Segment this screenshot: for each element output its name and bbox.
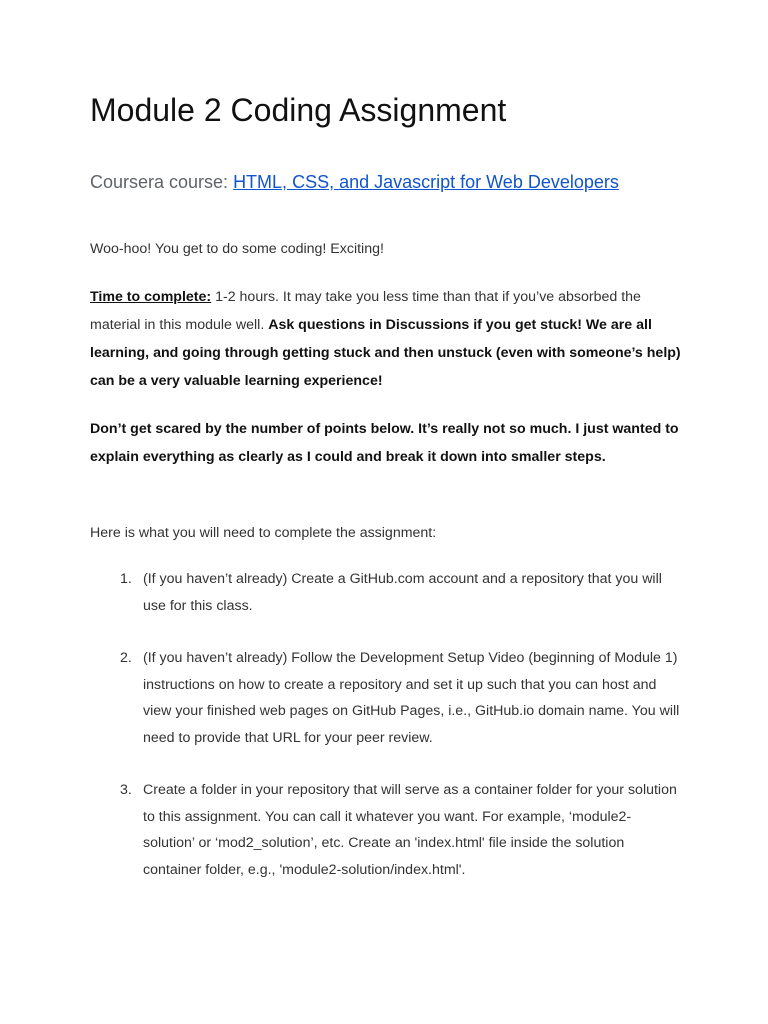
list-item-text: (If you haven’t already) Create a GitHub.com account and a repository that you will use for this class. — [143, 571, 662, 614]
page-title: Module 2 Coding Assignment — [90, 92, 507, 128]
list-item-number: 3. — [120, 782, 132, 798]
time-paragraph — [90, 283, 682, 395]
time-text: 1-2 hours. It may take you less time than that if you’ve absorbed the material in this module well. — [90, 289, 641, 333]
list-item-text: (If you haven’t already) Follow the Development Setup Video (beginning of Module 1) instructions on how to create a repository and set it up such that you can host and view your finished web pages on GitHub Pages, i.e., GitHub.io domain name. You will need to provide that URL for your peer review. — [143, 650, 680, 746]
list-item-text: Create a folder in your repository that will serve as a container folder for your solution to this assignment. You can call it whatever you want. For example, ‘module2-solution’ or ‘mod2_solution’, etc. Create an 'index.html' file inside the solution container folder, e.g., 'module2-solution/index.html'. — [143, 782, 677, 878]
subtitle-prefix: Coursera course: — [90, 172, 234, 192]
list-item — [90, 566, 682, 619]
list-item-number: 1. — [120, 571, 132, 587]
scared-paragraph: Don’t get scared by the number of points below. It’s really not so much. I just wanted to explain everything as clearly as I could and break it down into smaller steps. — [90, 421, 679, 465]
intro-paragraph: Woo-hoo! You get to do some coding! Exciting! — [90, 241, 384, 257]
requirements-intro: Here is what you will need to complete the assignment: — [90, 525, 437, 541]
list-item — [90, 645, 682, 751]
course-subtitle — [90, 172, 619, 193]
course-link[interactable]: HTML, CSS, and Javascript for Web Developers — [233, 172, 619, 192]
time-label: Time to complete: — [90, 289, 212, 305]
list-item — [90, 777, 682, 883]
steps-list — [90, 566, 682, 909]
time-bold-text: Ask questions in Discussions if you get stuck! We are all learning, and going through getting stuck and then unstuck (even with someone’s help) can be a very valuable learning experience! — [90, 317, 681, 389]
list-item-number: 2. — [120, 650, 132, 666]
